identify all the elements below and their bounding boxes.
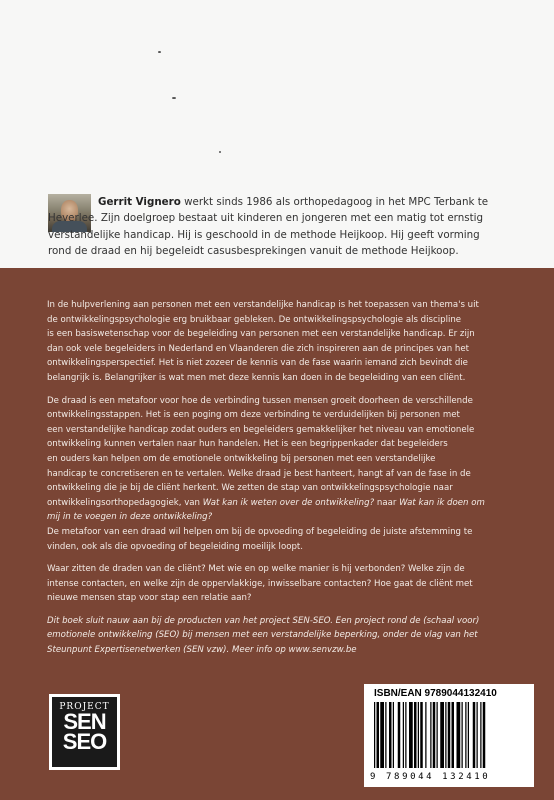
barcode-bar bbox=[433, 702, 436, 768]
bio-line: rond de draad en hij begeleidt casusbesprekingen vanuit de methode Heijkoop. bbox=[48, 244, 459, 257]
barcode-bar bbox=[393, 702, 394, 768]
isbn-label: ISBN/EAN 9789044132410 bbox=[374, 688, 497, 699]
barcode-bar bbox=[465, 702, 466, 768]
author-name: Gerrit Vignero bbox=[98, 196, 181, 208]
blurb-line: ontwikkelingsstappen. Het is een poging om deze verbinding te verduidelijken bij personen met bbox=[47, 410, 460, 421]
barcode-bar bbox=[403, 702, 404, 768]
blurb-line: De metafoor van een draad wil helpen om bij de opvoeding of begeleiding de juiste afstemming te bbox=[47, 526, 473, 537]
blurb-line: ontwikkeling kunnen vertalen naar hun handelen. Het is een begrippenkader dat begeleiders bbox=[47, 439, 448, 450]
barcode-bar bbox=[430, 702, 431, 768]
barcode-icon bbox=[372, 702, 526, 772]
print-speck bbox=[172, 97, 176, 99]
blurb-line: en ouders kan helpen om de emotionele ontwikkeling bij personen met een verstandelijke bbox=[47, 453, 436, 464]
blurb-line: intense contacten, en welke zijn de oppervlakkige, inwisselbare contacten? Hoe gaat de cliënt met bbox=[47, 578, 473, 589]
barcode-bar bbox=[440, 702, 444, 768]
blurb-line: De draad is een metafoor voor hoe de verbinding tussen mensen groeit doorheen de verschillende bbox=[47, 395, 473, 406]
barcode-bar bbox=[480, 702, 481, 768]
blurb-line: de ontwikkelingspsychologie erg bruikbaar gebleken. De ontwikkelingspsychologie als discipline bbox=[47, 314, 462, 325]
blurb-line: handicap te concretiseren en te vertalen. Welke draad je best hanteert, hangt af van de fase in de bbox=[47, 468, 471, 479]
bio-line bbox=[98, 194, 538, 210]
logo-inner bbox=[52, 697, 117, 767]
blurb-text bbox=[47, 298, 527, 658]
blurb-line: ontwikkelingsperspectief. Het is niet zozeer de kennis van de fase waarin iemand zich bevindt die bbox=[47, 358, 468, 369]
logo-project-label: PROJECT bbox=[59, 702, 110, 712]
barcode-bar bbox=[445, 702, 446, 768]
barcode-bar bbox=[477, 702, 478, 768]
paragraph-gap bbox=[47, 554, 527, 562]
blurb-line: dan ook vele begeleiders in Nederland en Vlaanderen die zich inspireren aan de principes van het bbox=[47, 343, 470, 354]
blurb-text: ontwikkelingsorthopedagogiek, van bbox=[47, 497, 203, 508]
barcode-bar bbox=[414, 702, 417, 768]
barcode-bar bbox=[425, 702, 426, 768]
blurb-line bbox=[47, 614, 527, 629]
blurb-line: In de hulpverlening aan personen met een verstandelijke handicap is het toepassen van thema's uit bbox=[47, 300, 479, 310]
bio-line: verstandelijke handicap. Hij is geschoold in de methode Heijkoop. Hij geeft vorming bbox=[48, 228, 480, 241]
barcode-bar bbox=[468, 702, 469, 768]
barcode-bar bbox=[473, 702, 476, 768]
barcode-digits: 9 789044 132410 bbox=[370, 772, 491, 782]
blurb-question: mij in te voegen in deze ontwikkeling? bbox=[47, 512, 213, 523]
barcode-bar bbox=[377, 702, 380, 768]
barcode-bar bbox=[389, 702, 392, 768]
barcode-bar bbox=[409, 702, 413, 768]
barcode-bar bbox=[437, 702, 438, 768]
logo-sen: SEN bbox=[63, 709, 106, 734]
barcode-bar bbox=[462, 702, 463, 768]
print-speck bbox=[219, 151, 221, 153]
blurb-line bbox=[47, 628, 527, 643]
blurb-line: ontwikkeling die je bij de cliënt herkent. We zetten de stap van ontwikkelingspsychologie naar bbox=[47, 483, 453, 494]
barcode-bar bbox=[374, 702, 375, 768]
barcode-bar bbox=[448, 702, 451, 768]
bio-line: Heverlee. Zijn doelgroep bestaat uit kinderen en jongeren met een matig tot ernstig bbox=[48, 212, 484, 225]
blurb-line: nieuwe mensen stap voor stap een relatie aan? bbox=[47, 593, 252, 604]
author-bio bbox=[48, 194, 538, 259]
print-speck bbox=[158, 51, 161, 53]
barcode-bar bbox=[457, 702, 461, 768]
barcode-bar bbox=[405, 702, 406, 768]
blurb-line: is een basiswetenschap voor de begeleiding van personen met een verstandelijke handicap. Er zijn bbox=[47, 329, 475, 340]
barcode-bar bbox=[380, 702, 384, 768]
barcode-bar bbox=[452, 702, 455, 768]
barcode-bar bbox=[420, 702, 423, 768]
barcode-bar bbox=[418, 702, 419, 768]
blurb-italic: Steunpunt Expertisenetwerken (SEN vzw). Meer info op www.senvzw.be bbox=[47, 645, 357, 656]
blurb-question: Wat kan ik doen om bbox=[399, 497, 485, 508]
logo-seo: SEO bbox=[62, 729, 107, 754]
bio-text: werkt sinds 1986 als orthopedagoog in het MPC Terbank te bbox=[180, 196, 489, 208]
blurb-line: vinden, ook als die opvoeding of begeleiding moeilijk loopt. bbox=[47, 541, 304, 552]
barcode-box bbox=[364, 684, 534, 787]
top-section bbox=[0, 0, 554, 268]
blurb-text: naar bbox=[374, 497, 400, 508]
blurb-line bbox=[47, 510, 527, 525]
blurb-italic: Dit boek sluit nauw aan bij de producten van het project SEN-SEO. Een project rond de (schaal voor) bbox=[47, 615, 480, 626]
barcode-bar bbox=[398, 702, 401, 768]
blurb-question: Wat kan ik weten over de ontwikkeling? bbox=[202, 497, 375, 508]
barcode-bar bbox=[385, 702, 386, 768]
project-sen-seo-logo bbox=[49, 694, 120, 770]
blurb-line bbox=[47, 643, 527, 658]
barcode-bar bbox=[483, 702, 486, 768]
blurb-line bbox=[47, 496, 527, 511]
blurb-line: belangrijk is. Belangrijker is wat men met deze kennis kan doen in de begeleiding van een cliënt. bbox=[47, 372, 466, 383]
blurb-line: een verstandelijke handicap zodat ouders en begeleiders gemakkelijker het niveau van emotionele bbox=[47, 424, 475, 435]
paragraph-gap bbox=[47, 606, 527, 614]
paragraph-gap bbox=[47, 386, 527, 394]
blurb-italic: emotionele ontwikkeling (SEO) bij mensen met een verstandelijke beperking, onder de vlag van het bbox=[47, 630, 478, 641]
blurb-line: Waar zitten de draden van de cliënt? Met wie en op welke manier is hij verbonden? Welke zijn de bbox=[47, 564, 465, 575]
